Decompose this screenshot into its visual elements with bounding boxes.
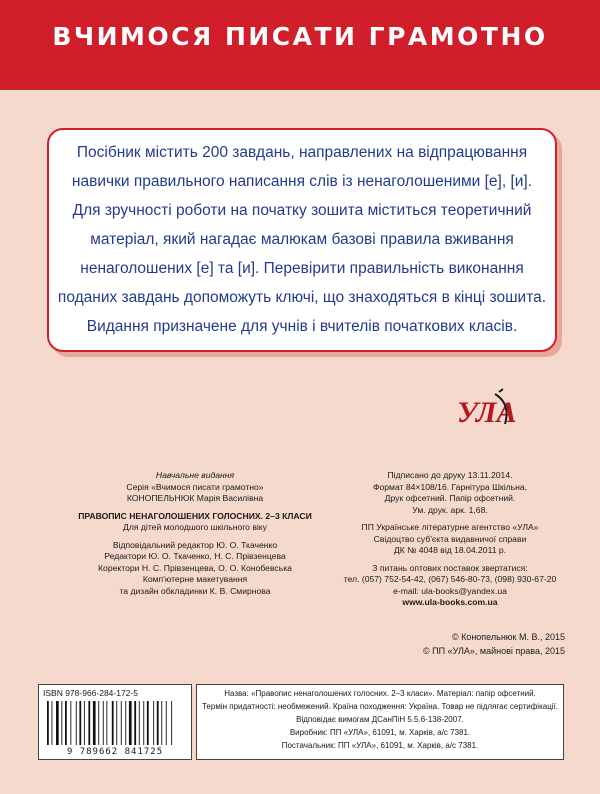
email-address: e-mail: ula-books@yandex.ua: [393, 585, 507, 596]
series-title: ВЧИМОСЯ ПИСАТИ ГРАМОТНО: [52, 22, 548, 51]
barcode-digits: 9 789662 841725: [66, 747, 164, 757]
publisher-line: ПП Українське літературне агентство «УЛА»: [361, 522, 539, 532]
wholesale-line: З питань оптових поставок звертатися:: [372, 562, 528, 573]
ula-publisher-logo: [455, 388, 517, 434]
legal-line: Відповідає вимогам ДСанПіН 5.5.6-138-2007.: [296, 715, 464, 724]
legal-line: Постачальник: ПП «УЛА», 61091, м. Харків, а/с 7381.: [281, 741, 479, 750]
print-info-line: Підписано до друку 13.11.2014.: [387, 470, 513, 480]
print-info-line: Формат 84×108/16. Гарнітура Шкільна.: [372, 481, 528, 492]
audience: Для дітей молодшого шкільного віку: [123, 522, 267, 532]
publisher-line: Свідоцтво суб'єкта видавничої справи: [373, 533, 527, 544]
copyright-publisher: © ПП «УЛА», майнові права, 2015: [423, 646, 565, 656]
credit-line: Відповідальний редактор Ю. О. Ткаченко: [112, 539, 278, 550]
legal-line: Назва: «Правопис ненаголошених голосних. 2–3 класи». Матеріал: папір офсетний.: [224, 689, 536, 698]
series-banner: [0, 0, 600, 90]
barcode-panel: [38, 684, 192, 760]
legal-line: Термін придатності: необмежений. Країна походження: Україна. Товар не підлягає сертифікації.: [201, 702, 559, 711]
barcode-icon: [45, 701, 185, 745]
description-line: Посібник містить 200 завдань, направлених на відпрацювання: [76, 144, 528, 161]
description-line: навички правильного написання слів із ненаголошеними [е], [и].: [71, 173, 533, 190]
credit-line: Комп'ютерне макетування: [142, 574, 248, 584]
book-title: ПРАВОПИС НЕНАГОЛОШЕНИХ ГОЛОСНИХ. 2–3 КЛАСИ: [78, 510, 312, 521]
website-link[interactable]: www.ula-books.com.ua: [402, 597, 498, 607]
description-line: Для зручності роботи на початку зошита міститься теоретичний: [72, 202, 532, 219]
credit-line: Редактори Ю. О. Ткаченко, Н. С. Прівзенцева: [104, 551, 286, 561]
imprint-right: [335, 470, 565, 609]
series-name: Серія «Вчимося писати грамотно»: [126, 481, 264, 492]
description-box: [47, 128, 557, 352]
credit-line: та дизайн обкладинки К. В. Смирнова: [119, 585, 271, 596]
isbn-number: ISBN 978-966-284-172-5: [43, 688, 138, 698]
credit-line: Коректори Н. С. Прівзенцева, О. О. Конобевська: [98, 562, 292, 573]
legal-info-panel: [196, 684, 564, 760]
description-line: ненаголошених [е] та [и]. Перевірити правильність виконання: [80, 260, 524, 277]
description-line: Видання призначене для учнів і вчителів початкових класів.: [86, 318, 518, 335]
legal-line: Виробник: ПП «УЛА», 61091, м. Харків, а/с 7381.: [289, 728, 471, 737]
imprint-left: [60, 470, 330, 597]
author-name: КОНОПЕЛЬНЮК Марія Василівна: [126, 493, 264, 503]
svg-text:УЛА: УЛА: [457, 396, 517, 429]
print-info-line: Друк офсетний. Папір офсетний.: [384, 493, 516, 503]
description-line: матеріал, який нагадає малюкам базові правила вживання: [90, 231, 514, 248]
print-info-line: Ум. друк. арк. 1,68.: [412, 504, 488, 515]
phone-numbers: тел. (057) 752-54-42, (067) 546-80-73, (098) 930-67-20: [343, 574, 557, 584]
copyright-author: © Конопельнюк М. В., 2015: [451, 632, 565, 642]
publisher-line: ДК № 4048 від 18.04.2011 р.: [393, 545, 507, 555]
edition-type: Навчальне видання: [155, 470, 235, 480]
description-line: поданих завдань допоможуть ключі, що знаходяться в кінці зошита.: [57, 289, 547, 306]
